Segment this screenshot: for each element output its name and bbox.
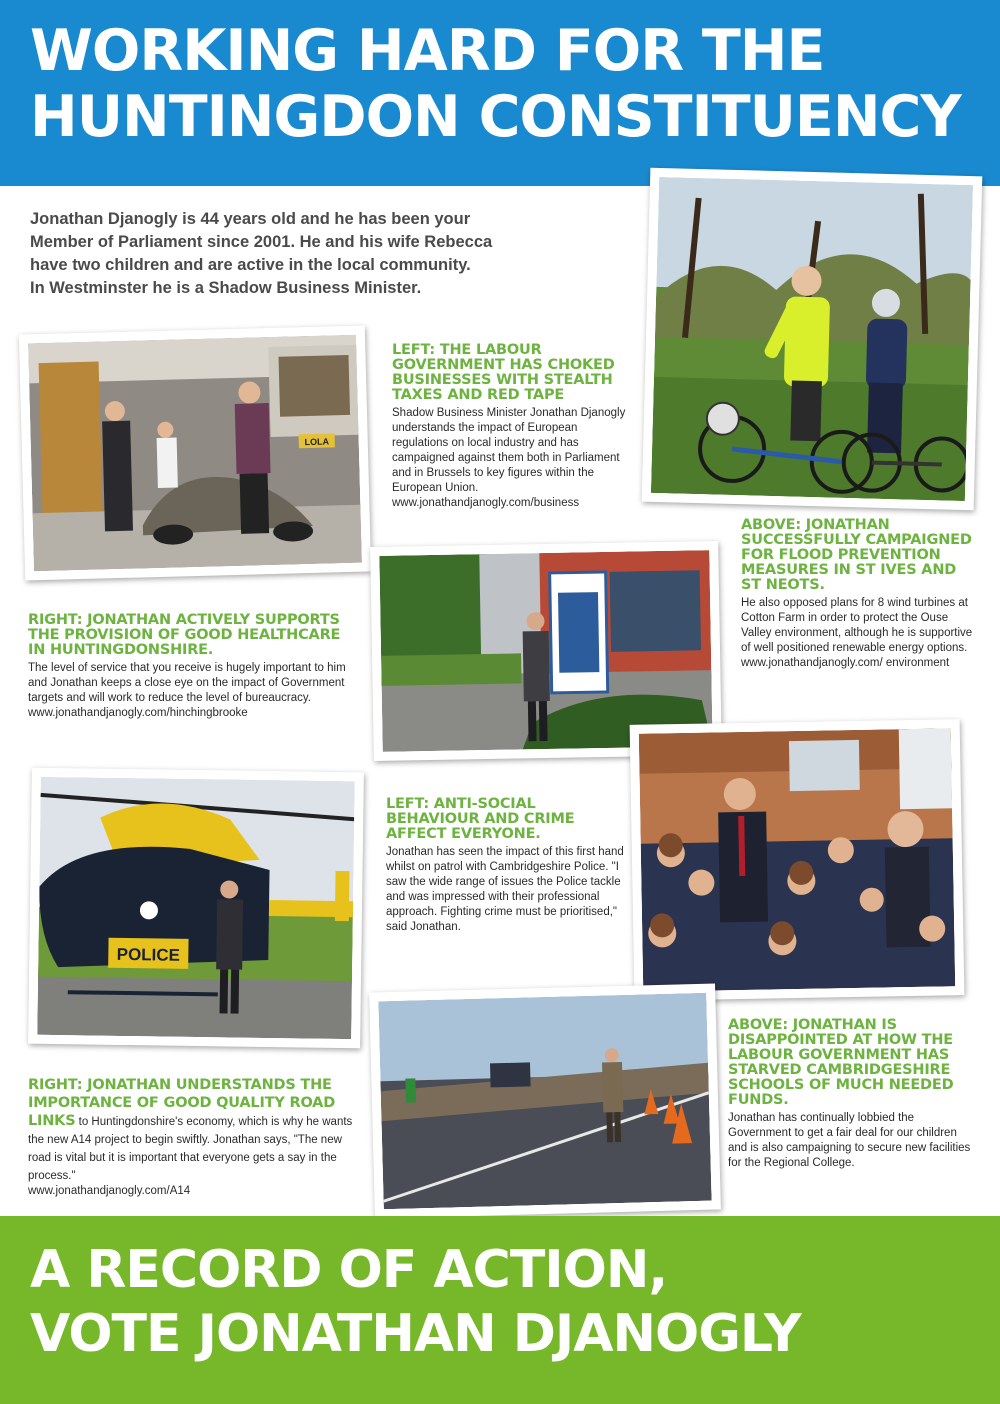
intro-line: Member of Parliament since 2001. He and his wife Rebecca [30, 233, 493, 251]
caption-link[interactable]: www.jonathandjanogly.com/hinchingbrooke [28, 707, 248, 719]
car-sign-text: LOLA [304, 436, 330, 448]
caption-crime [386, 797, 626, 935]
factory-scene [28, 335, 362, 572]
caption-body: Shadow Business Minister Jonathan Djanogly understands the impact of European regulations on local industry and has campaigned against them both in Parliament and in Brussels to key figures within the European Union. [392, 407, 626, 494]
intro-line: In Westminster he is a Shadow Business Minister. [30, 279, 422, 297]
caption-heading: LEFT: THE LABOUR GOVERNMENT HAS CHOKED BUSINESSES WITH STEALTH TAXES AND RED TAPE [392, 342, 615, 403]
caption-link[interactable]: www.jonathandjanogly.com/business [392, 497, 580, 509]
caption-body: Jonathan has seen the impact of this first hand whilst on patrol with Cambridgeshire Police. "I saw the wide range of issues the Police tackle and was impressed with their professional approach. Fighting crime must be prioritised," said Jonathan. [386, 846, 624, 933]
page-title-line-1: WORKING HARD FOR THE [30, 18, 825, 84]
caption-schools [728, 1018, 972, 1171]
caption-body: to Huntingdonshire's economy, which is why he wants the new A14 project to begin swiftly. Jonathan says, "The new road is vital but it is important that everyone gets a say in the process." [28, 1116, 353, 1182]
helicopter-scene [37, 777, 355, 1039]
caption-heading: ABOVE: JONATHAN IS DISAPPOINTED AT HOW THE LABOUR GOVERNMENT HAS STARVED CAMBRIDGESHIRE SCHOOLS OF MUCH NEEDED FUNDS. [728, 1017, 954, 1108]
footer-slogan-line-1: A RECORD OF ACTION, [30, 1240, 668, 1300]
road-scene [378, 993, 711, 1210]
footer-banner [0, 1216, 1000, 1404]
intro-line: Jonathan Djanogly is 44 years old and he has been your [30, 210, 471, 228]
caption-roads [28, 1076, 360, 1199]
footer-slogan-line-2: VOTE JONATHAN DJANOGLY [30, 1304, 801, 1364]
photo-school [630, 719, 965, 1001]
cycling-scene [651, 177, 973, 501]
photo-police-helicopter [28, 768, 364, 1049]
photo-factory [19, 326, 371, 581]
caption-link[interactable]: www.jonathandjanogly.com/A14 [28, 1185, 191, 1197]
caption-heading: ABOVE: JONATHAN SUCCESSFULLY CAMPAIGNED FOR FLOOD PREVENTION MEASURES IN ST IVES AND ST NEOTS. [741, 517, 972, 593]
police-label-text: POLICE [116, 944, 181, 965]
caption-body: He also opposed plans for 8 wind turbines at Cotton Farm in order to protect the Ouse Valley environment, although he is supportive of well positioned renewable energy options. [741, 597, 973, 654]
photo-road [369, 984, 721, 1219]
header-banner [0, 0, 1000, 186]
caption-business [392, 343, 632, 511]
caption-body: The level of service that you receive is hugely important to him and Jonathan keeps a close eye on the impact of Government targets and will work to reduce the level of bureaucracy. [28, 662, 346, 704]
caption-healthcare [28, 613, 360, 721]
school-scene [639, 728, 955, 991]
caption-body: Jonathan has continually lobbied the Government to get a fair deal for our children and is also campaigning to secure new facilities for the Regional College. [728, 1112, 971, 1169]
caption-heading: RIGHT: JONATHAN UNDERSTANDS THE IMPORTANCE OF GOOD QUALITY ROAD LINKS [28, 1077, 336, 1129]
caption-environment [741, 518, 973, 671]
hospital-scene [379, 550, 712, 752]
intro-line: have two children and are active in the local community. [30, 256, 471, 274]
caption-heading: RIGHT: JONATHAN ACTIVELY SUPPORTS THE PROVISION OF GOOD HEALTHCARE IN HUNTINGDONSHIRE. [28, 612, 341, 658]
intro-paragraph [30, 208, 630, 300]
photo-cycling [642, 168, 983, 511]
caption-link[interactable]: www.jonathandjanogly.com/ environment [741, 657, 950, 669]
caption-heading: LEFT: ANTI-SOCIAL BEHAVIOUR AND CRIME AFFECT EVERYONE. [386, 796, 575, 842]
page-title-line-2: HUNTINGDON CONSTITUENCY [30, 84, 961, 150]
